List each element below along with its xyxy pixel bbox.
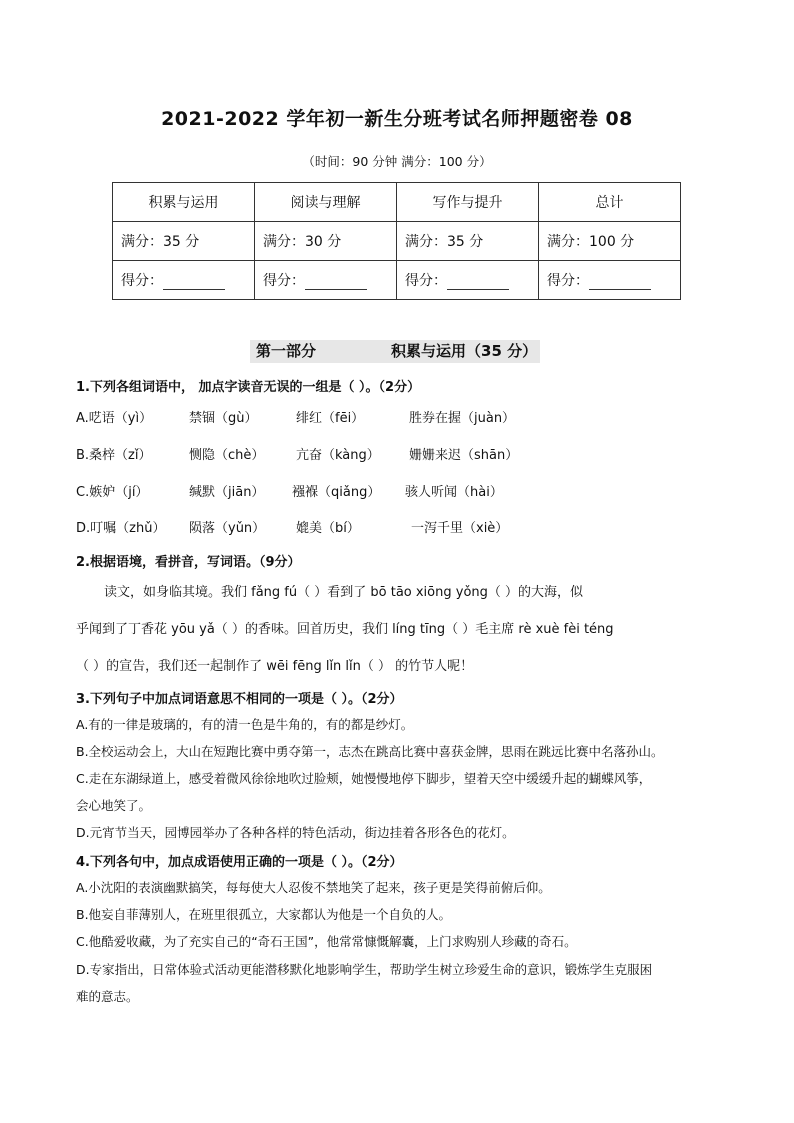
score-cell: [539, 261, 681, 300]
q1-option-d-word: 一泻千里（xiè）: [411, 521, 509, 536]
score-label: 得分：: [263, 273, 305, 289]
q1-stem: 1.下列各组词语中， 加点字读音无误的一组是（ ）。（2分）: [76, 380, 421, 395]
q3-option-b: B.全校运动会上，大山在短跑比赛中勇夺第一，志杰在跳高比赛中喜获金牌，思雨在跳远比赛中名落孙山。: [76, 744, 664, 759]
q1-option-a-word: 禁锢（gù）: [189, 411, 258, 426]
score-blank[interactable]: [589, 275, 651, 290]
q1-option-b-word: 亢奋（kàng）: [296, 448, 380, 463]
score-blank[interactable]: [163, 275, 225, 290]
score-cell: [397, 261, 539, 300]
q1-option-c: C.嫉妒（jí）: [76, 485, 149, 500]
score-cell: [113, 261, 255, 300]
header-cell: 总计: [539, 183, 681, 222]
q4-option-a: A.小沈阳的表演幽默搞笑，每每使大人忍俊不禁地笑了起来，孩子更是笑得前俯后仰。: [76, 880, 551, 895]
section-part: 第一部分: [256, 342, 317, 360]
full-marks-cell: 满分：30 分: [255, 222, 397, 261]
header-cell: 积累与运用: [113, 183, 255, 222]
page-title: 2021-2022 学年初一新生分班考试名师押题密卷 08: [161, 108, 633, 130]
q1-option-a-word: 绯红（fēi）: [296, 411, 365, 426]
score-cell: [255, 261, 397, 300]
header-cell: 阅读与理解: [255, 183, 397, 222]
q3-option-c-cont: 会心地笑了。: [76, 798, 152, 813]
header-cell: 写作与提升: [397, 183, 539, 222]
q1-option-d: D.叮嘱（zhǔ）: [76, 521, 166, 536]
q1-option-c-word: 骇人听闻（hài）: [405, 485, 503, 500]
full-marks-row: [113, 222, 681, 261]
full-marks-cell: 满分：35 分: [397, 222, 539, 261]
score-label: 得分：: [121, 273, 163, 289]
q1-option-b-word: 恻隐（chè）: [189, 448, 265, 463]
q4-stem: 4.下列各句中，加点成语使用正确的一项是（ ）。（2分）: [76, 855, 403, 870]
q1-option-a-word: 胜券在握（juàn）: [409, 411, 516, 426]
score-label: 得分：: [405, 273, 447, 289]
score-row: [113, 261, 681, 300]
q2-stem: 2.根据语境，看拼音，写词语。（9分）: [76, 555, 301, 570]
score-table-header-row: [113, 183, 681, 222]
q3-option-a: A.有的一律是玻璃的，有的清一色是牛角的，有的都是纱灯。: [76, 717, 414, 732]
q4-option-d: D.专家指出，日常体验式活动更能潜移默化地影响学生，帮助学生树立珍爱生命的意识，锻炼学生克服困: [76, 962, 653, 977]
exam-info: （时间：90 分钟 满分：100 分）: [302, 154, 492, 169]
q3-option-c: C.走在东湖绿道上，感受着微风徐徐地吹过脸颊，她慢慢地停下脚步，望着天空中缓缓升起的蝴蝶风筝，: [76, 771, 652, 786]
q1-option-c-word: 缄默（jiān）: [189, 485, 265, 500]
section-heading: [250, 340, 540, 363]
q2-line: 读文，如身临其境。我们 fǎng fú（ ）看到了 bō tāo xiōng yǒng（ ）的大海，似: [104, 585, 584, 600]
section-name: 积累与运用（35 分）: [391, 342, 538, 360]
q3-stem: 3.下列句子中加点词语意思不相同的一项是（ ）。（2分）: [76, 692, 403, 707]
q3-option-d: D.元宵节当天，园博园举办了各种各样的特色活动，街边挂着各形各色的花灯。: [76, 825, 515, 840]
q1-option-d-word: 陨落（yǔn）: [189, 521, 266, 536]
full-marks-cell: 满分：35 分: [113, 222, 255, 261]
q4-option-d-cont: 难的意志。: [76, 989, 139, 1004]
score-blank[interactable]: [447, 275, 509, 290]
score-label: 得分：: [547, 273, 589, 289]
q1-option-d-word: 媲美（bí）: [296, 521, 360, 536]
q1-option-c-word: 襁褓（qiǎng）: [292, 485, 381, 500]
q2-line: （ ）的宣告，我们还一起制作了 wēi fēng lǐn lǐn（ ） 的竹节人呢！: [76, 659, 474, 674]
q1-option-b-word: 姗姗来迟（shān）: [409, 448, 519, 463]
score-table: [112, 182, 681, 300]
q4-option-c: C.他酷爱收藏，为了充实自己的“奇石王国”，他常常慷慨解囊，上门求购别人珍藏的奇石。: [76, 934, 577, 949]
score-blank[interactable]: [305, 275, 367, 290]
full-marks-cell: 满分：100 分: [539, 222, 681, 261]
q1-option-a: A.呓语（yì）: [76, 411, 153, 426]
q4-option-b: B.他妄自菲薄别人，在班里很孤立，大家都认为他是一个自负的人。: [76, 907, 452, 922]
q2-line: 乎闻到了丁香花 yōu yǎ（ ）的香味。回首历史，我们 líng tīng（ ）毛主席 rè xuè fèi téng: [76, 622, 614, 637]
q1-option-b: B.桑梓（zǐ）: [76, 448, 152, 463]
